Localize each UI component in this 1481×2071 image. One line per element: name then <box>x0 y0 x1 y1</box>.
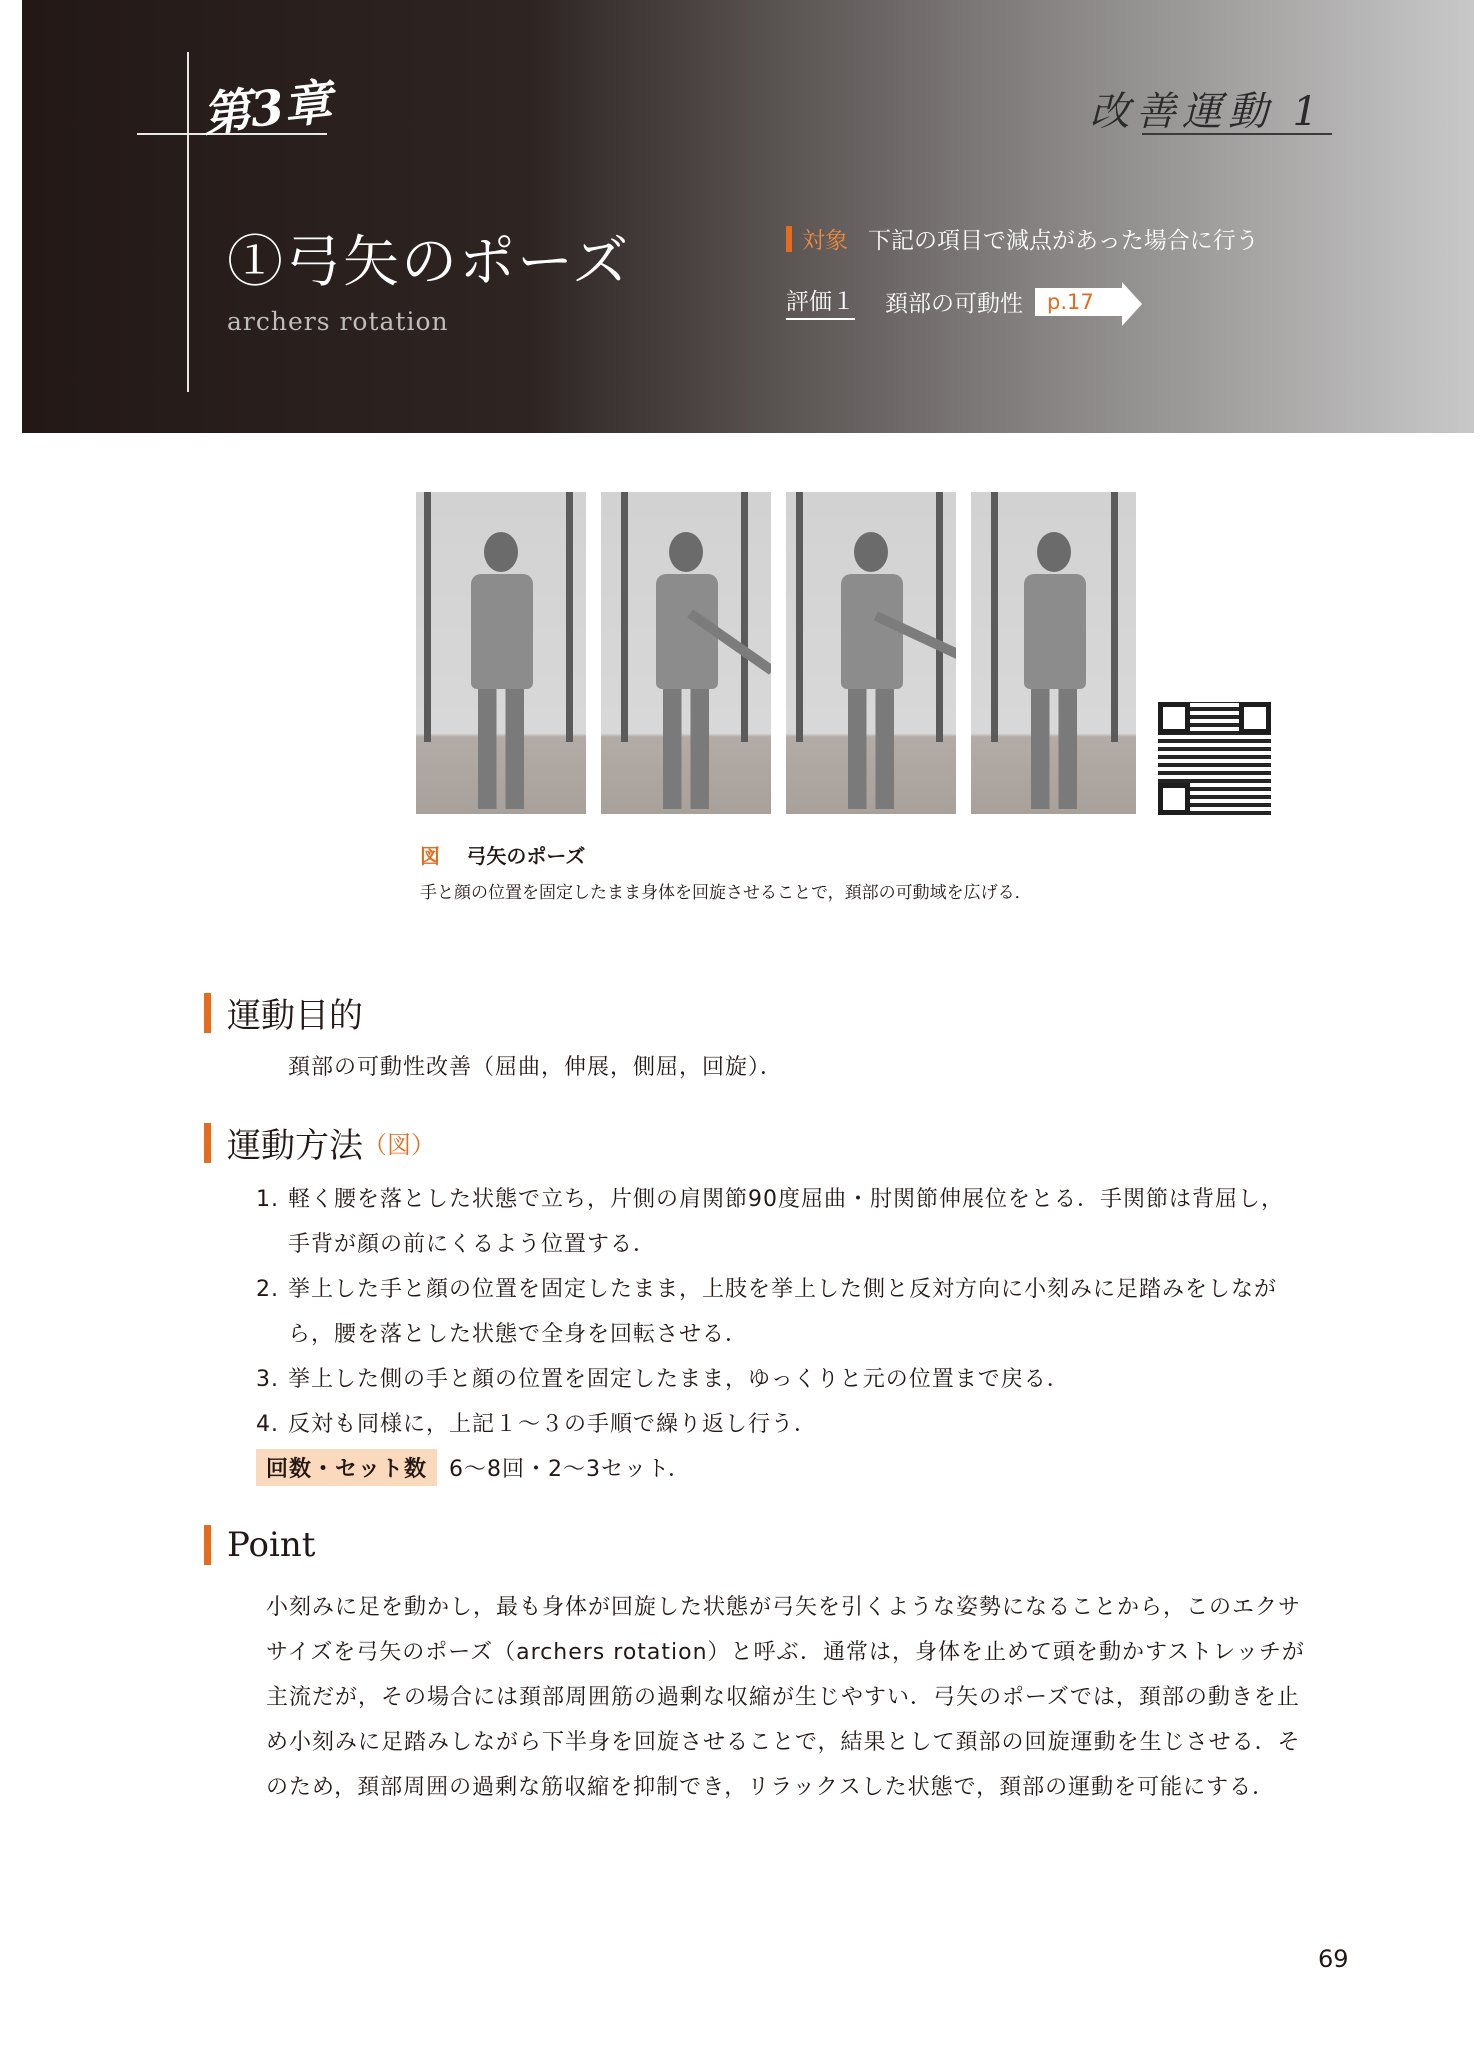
exercise-photo-4 <box>971 492 1136 814</box>
wall-pole <box>991 492 998 742</box>
accent-bar <box>786 226 792 252</box>
list-item <box>256 1267 1306 1357</box>
chapter-header <box>22 0 1474 433</box>
decorative-vertical-line <box>187 52 189 392</box>
person-figure <box>841 532 901 809</box>
figure-reference: （図） <box>363 1131 435 1159</box>
figure-description: 手と顔の位置を固定したまま身体を回旋させることで，頚部の可動域を広げる． <box>420 883 1032 903</box>
step-text: 反対も同様に，上記１～３の手順で繰り返し行う． <box>288 1412 818 1437</box>
section-heading-purpose <box>204 988 363 1037</box>
qr-code[interactable] <box>1158 702 1271 815</box>
list-item <box>256 1402 1306 1447</box>
person-figure <box>471 532 531 809</box>
wall-pole <box>741 492 748 742</box>
section-heading-point <box>204 1525 315 1565</box>
accent-bar <box>204 1123 211 1163</box>
wall-pole <box>936 492 943 742</box>
evaluation-row <box>786 283 1122 320</box>
person-figure <box>1024 532 1084 809</box>
exercise-photo-sequence <box>416 492 1136 814</box>
exercise-photo-3 <box>786 492 956 814</box>
wall-pole <box>566 492 573 742</box>
accent-bar <box>204 1525 211 1565</box>
page-title: ①弓矢のポーズ <box>227 230 631 295</box>
page-number: 69 <box>1318 1945 1349 1973</box>
point-text: 小刻みに足を動かし，最も身体が回旋した状態が弓矢を引くような姿勢になることから，このエクササイズを弓矢のポーズ（archers rotation）と呼ぶ．通常は，身体を止めて頭を動かすストレッチが主流だが，その場合には頚部周囲筋の過剰な収縮が生じやすい．弓矢のポーズでは，頚部の動きを止め小刻みに足踏みしながら下半身を回旋させることで，結果として頚部の回旋運動を生じさせる．そのため，頚部周囲の過剰な筋収縮を抑制でき，リラックスした状態で，頚部の運動を可能にする． <box>266 1595 1305 1800</box>
target-text: 下記の項目で減点があった場合に行う <box>868 228 1259 254</box>
exercise-photo-1 <box>416 492 586 814</box>
purpose-text: 頚部の可動性改善（屈曲，伸展，側屈，回旋）． <box>288 1055 784 1080</box>
step-number: 1. <box>256 1187 279 1212</box>
step-text: 挙上した手と顔の位置を固定したまま，上肢を挙上した側と反対方向に小刻みに足踏みをしながら，腰を落とした状態で全身を回転させる． <box>288 1277 1278 1347</box>
reps-row <box>256 1449 691 1486</box>
target-row <box>786 222 1259 255</box>
section-title: 運動目的 <box>227 996 363 1036</box>
list-item <box>256 1177 1306 1267</box>
person-figure <box>656 532 716 809</box>
wall-pole <box>621 492 628 742</box>
section-title: 運動方法 <box>227 1126 363 1166</box>
evaluation-label: 評価１ <box>786 283 855 320</box>
figure-label: 図 <box>420 844 440 868</box>
figure-caption <box>420 840 585 869</box>
reps-label: 回数・セット数 <box>256 1449 437 1486</box>
section-heading-method <box>204 1118 435 1167</box>
step-number: 3. <box>256 1367 279 1392</box>
exercise-photo-2 <box>601 492 771 814</box>
reps-text: 6～8回・2～3セット． <box>449 1457 692 1482</box>
wall-pole <box>796 492 803 742</box>
evaluation-item: 頚部の可動性 <box>885 291 1023 317</box>
chapter-label: 第3章 <box>199 74 335 144</box>
wall-pole <box>424 492 431 742</box>
series-label: 改善運動 1 <box>1089 89 1324 135</box>
list-item <box>256 1357 1306 1402</box>
step-text: 挙上した側の手と顔の位置を固定したまま，ゆっくりと元の位置まで戻る． <box>288 1367 1070 1392</box>
section-title: Point <box>227 1525 316 1565</box>
accent-bar <box>204 993 211 1033</box>
step-number: 2. <box>256 1277 279 1302</box>
figure-title: 弓矢のポーズ <box>466 844 586 868</box>
page-subtitle: archers rotation <box>227 307 449 336</box>
method-steps <box>256 1177 1306 1447</box>
target-label: 対象 <box>802 228 848 254</box>
page-reference-link[interactable]: p.17 <box>1035 288 1122 316</box>
step-text: 軽く腰を落とした状態で立ち，片側の肩関節90度屈曲・肘関節伸展位をとる．手関節は背屈し，手背が顔の前にくるよう位置する． <box>288 1187 1284 1257</box>
step-number: 4. <box>256 1412 279 1437</box>
wall-pole <box>1111 492 1118 742</box>
